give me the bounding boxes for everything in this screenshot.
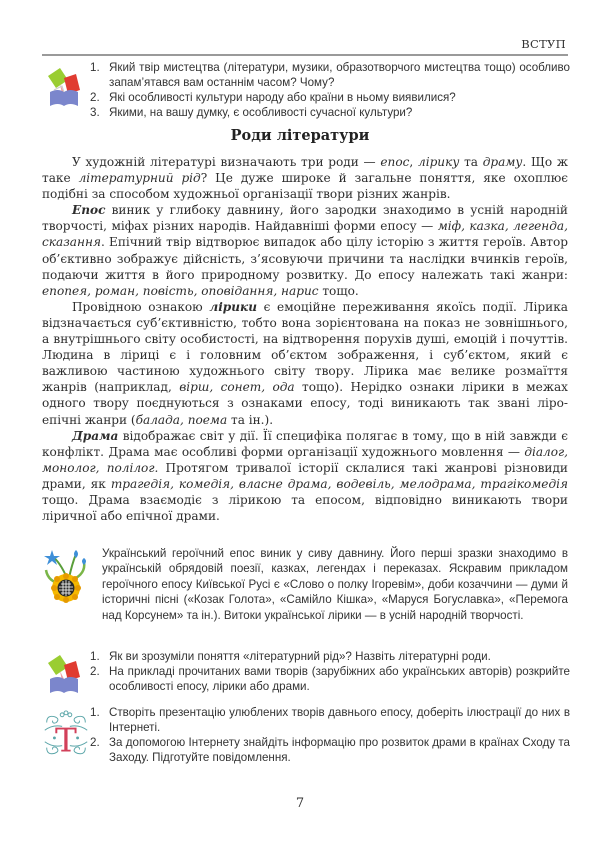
question-list <box>90 60 570 120</box>
books-icon <box>42 62 90 110</box>
books-icon <box>42 649 90 697</box>
intro-questions <box>42 60 570 120</box>
task-item: 1. Створіть презентацію улюблених творів давнього епосу, доберіть ілюстрації до них в Інтернеті. <box>90 706 570 734</box>
paragraph-epos: Епос виник у глибоку давнину, його зародки знаходимо в усній народній творчості, міфах різних народів. Найдавніші форми епосу — міф, казка, легенда, сказання. Епічний твір відтворює випадок або цілу історію з життя героїв. Автор об’єктивно зображує дійсність, з’ясовуючи причини та наслідки вчинків героїв, подаючи життя в його природному розвитку. До епосу належать такі жанри: епопея, роман, повість, оповідання, нарис тощо. <box>42 203 568 298</box>
term-drama: Драма <box>72 428 119 443</box>
page-number: 7 <box>295 796 305 811</box>
question-item: 2. На прикладі прочитаних вами творів (зарубіжних або українських авторів) розкрийте особливості епосу, лірики або драми. <box>90 665 570 693</box>
section-title: Роди літератури <box>230 127 370 144</box>
term-lyric: лірики <box>209 299 258 314</box>
term-epos: Епос <box>72 203 106 218</box>
ornamental-letter-t-icon <box>42 709 90 763</box>
svg-text:T: T <box>55 721 77 760</box>
question-item: 3. Якими, на вашу думку, є особливості сучасної культури? <box>90 106 413 119</box>
sunflower-icon <box>42 548 92 604</box>
paragraph-drama: Драма відображає світ у дії. Її специфіка полягає в тому, що в ній завжди є конфлікт. Драма має особливі форми організації художнього мовлення — діалог, монолог, полілог. Протягом тривалої історії склалися такі жанрові різновиди драми, як трагедія, комедія, власне драма, водевіль, мелодрама, трагікомедія тощо. Драма взаємодіє з лірикою та епосом, відповідно виникають твори ліричної або епічної драми. <box>42 428 569 524</box>
creative-tasks <box>42 705 570 765</box>
paragraph-intro: У художній літературі визначають три роди — епос, лірику та драму. Що ж таке літературний рід? Це дуже широке й загальне поняття, яке охоплює подібні за способом художньої організації твори різних жанрів. <box>42 155 568 202</box>
question-item: 1. Який твір мистецтва (літератури, музики, образотворчого мистецтва тощо) особливо запам’ятався вам останнім часом? Чому? <box>90 61 570 89</box>
running-header <box>42 36 568 56</box>
paragraph-lyric: Провідною ознакою лірики є емоційне переживання якоїсь події. Лірика відзначається суб’єктивністю, тобто вона зорієнтована на показ не зовнішнього, а внутрішнього світу особистості, на відтворення порухів душі, емоцій і почуттів. Людина в ліриці є і головним об’єктом зображення, і суб’єктом, який є важливою частиною художнього світу твору. Лірика має велике розмаїття жанрів (наприклад, вірш, сонет, ода тощо). Нерідко ознаки лірики в межах одного твору поєднуються з ознаками епосу, тоді виникають так звані ліро-епічні жанри (балада, поема та ін.). <box>42 299 568 427</box>
question-list <box>90 649 570 694</box>
task-item: 2. За допомогою Інтернету знайдіть інформацію про розвиток драми в країнах Сходу та Заходу. Підготуйте повідомлення. <box>90 736 570 764</box>
review-questions <box>42 649 570 699</box>
task-list <box>90 705 570 765</box>
question-item: 1. Як ви зрозуміли поняття «літературний рід»? Назвіть літературні роди. <box>90 650 491 663</box>
note-text: Український героїчний епос виник у сиву давнину. Його перші зразки знаходимо в українській обрядовій поезії, казках, легендах і переказах. Яскравим прикладом героїчного епосу Київської Русі є «Слово о полку Ігоревім», доби козаччини — думи й історичні пісні («Козак Голота», «Самійло Кішка», «Маруся Богуславка», «Перемога над Корсунем» та ін.). Витоки української лірики — в усній народній творчості. <box>102 547 568 622</box>
question-item: 2. Які особливості культури народу або країни в ньому виявилися? <box>90 91 456 104</box>
main-text <box>42 154 568 524</box>
chapter-title: ВСТУП <box>521 37 566 51</box>
